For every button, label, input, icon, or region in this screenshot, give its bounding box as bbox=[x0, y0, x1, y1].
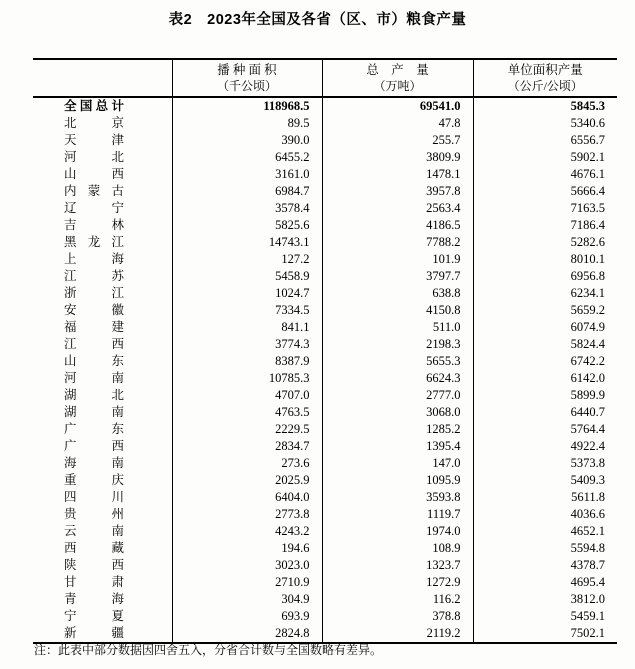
value-cell: 10785.3 bbox=[172, 370, 322, 387]
header-row bbox=[33, 59, 617, 97]
table-row bbox=[33, 506, 617, 523]
region-name: 新疆 bbox=[64, 626, 124, 640]
value-cell: 3578.4 bbox=[172, 200, 322, 217]
value-cell: 4150.8 bbox=[322, 302, 473, 319]
region-name: 内蒙古 bbox=[64, 184, 124, 198]
value-cell: 3161.0 bbox=[172, 166, 322, 183]
table-body bbox=[33, 97, 617, 643]
region-name-cell bbox=[33, 149, 172, 166]
value-cell: 6440.7 bbox=[473, 404, 617, 421]
value-cell: 2773.8 bbox=[172, 506, 322, 523]
value-cell: 2119.2 bbox=[322, 625, 473, 643]
value-cell: 6556.7 bbox=[473, 132, 617, 149]
value-cell: 14743.1 bbox=[172, 234, 322, 251]
table-row bbox=[33, 387, 617, 404]
value-cell: 5824.4 bbox=[473, 336, 617, 353]
value-cell: 3068.0 bbox=[322, 404, 473, 421]
value-cell: 1478.1 bbox=[322, 166, 473, 183]
value-cell: 116.2 bbox=[322, 591, 473, 608]
table-row bbox=[33, 557, 617, 574]
value-cell: 101.9 bbox=[322, 251, 473, 268]
table-row bbox=[33, 625, 617, 643]
value-cell: 6984.7 bbox=[172, 183, 322, 200]
region-name-cell bbox=[33, 115, 172, 132]
grain-production-table bbox=[33, 58, 617, 644]
value-cell: 511.0 bbox=[322, 319, 473, 336]
value-cell: 6234.1 bbox=[473, 285, 617, 302]
value-cell: 5825.6 bbox=[172, 217, 322, 234]
table-row bbox=[33, 234, 617, 251]
header-sown-area bbox=[172, 59, 322, 97]
region-name: 重庆 bbox=[64, 473, 124, 487]
region-name-cell bbox=[33, 438, 172, 455]
region-name: 青海 bbox=[64, 592, 124, 606]
region-name: 广东 bbox=[64, 422, 124, 436]
region-name: 宁夏 bbox=[64, 609, 124, 623]
region-name: 贵州 bbox=[64, 507, 124, 521]
value-cell: 841.1 bbox=[172, 319, 322, 336]
value-cell: 5659.2 bbox=[473, 302, 617, 319]
region-name: 陕西 bbox=[64, 558, 124, 572]
value-cell: 194.6 bbox=[172, 540, 322, 557]
table-row bbox=[33, 302, 617, 319]
table-row bbox=[33, 132, 617, 149]
region-name: 福建 bbox=[64, 320, 124, 334]
value-cell: 1323.7 bbox=[322, 557, 473, 574]
table-title: 表2 2023年全国及各省（区、市）粮食产量 bbox=[168, 12, 467, 28]
value-cell: 7788.2 bbox=[322, 234, 473, 251]
value-cell: 255.7 bbox=[322, 132, 473, 149]
region-name: 山西 bbox=[64, 167, 124, 181]
region-name: 上海 bbox=[64, 252, 124, 266]
value-cell: 3593.8 bbox=[322, 489, 473, 506]
table-row bbox=[33, 183, 617, 200]
region-name: 湖北 bbox=[64, 388, 124, 402]
value-cell: 2824.8 bbox=[172, 625, 322, 643]
value-cell: 6074.9 bbox=[473, 319, 617, 336]
value-cell: 4707.0 bbox=[172, 387, 322, 404]
header-total-output-label: 总 产 量 bbox=[366, 63, 429, 77]
region-name-cell bbox=[33, 302, 172, 319]
value-cell: 5594.8 bbox=[473, 540, 617, 557]
value-cell: 7334.5 bbox=[172, 302, 322, 319]
region-name: 安徽 bbox=[64, 303, 124, 317]
region-name: 全国总计 bbox=[64, 99, 124, 113]
table-row bbox=[33, 336, 617, 353]
value-cell: 2025.9 bbox=[172, 472, 322, 489]
region-name-cell bbox=[33, 591, 172, 608]
value-cell: 7186.4 bbox=[473, 217, 617, 234]
region-name-cell bbox=[33, 523, 172, 540]
value-cell: 8387.9 bbox=[172, 353, 322, 370]
region-name-cell bbox=[33, 506, 172, 523]
value-cell: 7163.5 bbox=[473, 200, 617, 217]
value-cell: 390.0 bbox=[172, 132, 322, 149]
region-name: 河南 bbox=[64, 371, 124, 385]
region-name-cell bbox=[33, 370, 172, 387]
table-row bbox=[33, 115, 617, 132]
table-row bbox=[33, 421, 617, 438]
region-name-cell bbox=[33, 166, 172, 183]
region-name: 黑龙江 bbox=[64, 235, 124, 249]
table-row bbox=[33, 251, 617, 268]
value-cell: 3957.8 bbox=[322, 183, 473, 200]
value-cell: 4036.6 bbox=[473, 506, 617, 523]
value-cell: 2563.4 bbox=[322, 200, 473, 217]
value-cell: 5902.1 bbox=[473, 149, 617, 166]
value-cell: 3809.9 bbox=[322, 149, 473, 166]
region-name: 山东 bbox=[64, 354, 124, 368]
table-row bbox=[33, 268, 617, 285]
table-row bbox=[33, 455, 617, 472]
value-cell: 4922.4 bbox=[473, 438, 617, 455]
region-name-cell bbox=[33, 489, 172, 506]
region-name: 湖南 bbox=[64, 405, 124, 419]
value-cell: 5845.3 bbox=[473, 97, 617, 115]
value-cell: 638.8 bbox=[322, 285, 473, 302]
region-name-cell bbox=[33, 234, 172, 251]
value-cell: 5666.4 bbox=[473, 183, 617, 200]
region-name-cell bbox=[33, 268, 172, 285]
value-cell: 4763.5 bbox=[172, 404, 322, 421]
region-name-cell bbox=[33, 183, 172, 200]
table-row bbox=[33, 404, 617, 421]
region-name: 江西 bbox=[64, 337, 124, 351]
region-name-cell bbox=[33, 336, 172, 353]
value-cell: 1974.0 bbox=[322, 523, 473, 540]
value-cell: 6404.0 bbox=[172, 489, 322, 506]
table-row bbox=[33, 200, 617, 217]
region-name-cell bbox=[33, 132, 172, 149]
region-name-cell bbox=[33, 421, 172, 438]
table-row bbox=[33, 489, 617, 506]
header-total-output bbox=[322, 59, 473, 97]
value-cell: 108.9 bbox=[322, 540, 473, 557]
header-region-blank bbox=[33, 59, 172, 97]
value-cell: 1285.2 bbox=[322, 421, 473, 438]
value-cell: 5899.9 bbox=[473, 387, 617, 404]
value-cell: 118968.5 bbox=[172, 97, 322, 115]
value-cell: 6624.3 bbox=[322, 370, 473, 387]
region-name-cell bbox=[33, 574, 172, 591]
value-cell: 8010.1 bbox=[473, 251, 617, 268]
region-name-cell bbox=[33, 557, 172, 574]
table-row bbox=[33, 353, 617, 370]
value-cell: 6956.8 bbox=[473, 268, 617, 285]
value-cell: 3774.3 bbox=[172, 336, 322, 353]
value-cell: 2710.9 bbox=[172, 574, 322, 591]
table-row bbox=[33, 574, 617, 591]
table-row bbox=[33, 472, 617, 489]
region-name-cell bbox=[33, 217, 172, 234]
value-cell: 2777.0 bbox=[322, 387, 473, 404]
region-name-cell bbox=[33, 608, 172, 625]
value-cell: 47.8 bbox=[322, 115, 473, 132]
table-row bbox=[33, 591, 617, 608]
value-cell: 5655.3 bbox=[322, 353, 473, 370]
value-cell: 4378.7 bbox=[473, 557, 617, 574]
region-name: 江苏 bbox=[64, 269, 124, 283]
region-name-cell bbox=[33, 97, 172, 115]
region-name: 海南 bbox=[64, 456, 124, 470]
value-cell: 304.9 bbox=[172, 591, 322, 608]
region-name-cell bbox=[33, 353, 172, 370]
table-row bbox=[33, 166, 617, 183]
value-cell: 1095.9 bbox=[322, 472, 473, 489]
region-name: 河北 bbox=[64, 150, 124, 164]
value-cell: 1024.7 bbox=[172, 285, 322, 302]
region-name: 四川 bbox=[64, 490, 124, 504]
header-total-output-unit: （万吨） bbox=[373, 79, 422, 93]
value-cell: 5764.4 bbox=[473, 421, 617, 438]
region-name: 浙江 bbox=[64, 286, 124, 300]
region-name-cell bbox=[33, 285, 172, 302]
value-cell: 1395.4 bbox=[322, 438, 473, 455]
header-sown-area-label: 播 种 面 积 bbox=[217, 63, 277, 77]
region-name-cell bbox=[33, 540, 172, 557]
region-name: 甘肃 bbox=[64, 575, 124, 589]
region-name-cell bbox=[33, 404, 172, 421]
table-row bbox=[33, 370, 617, 387]
value-cell: 5373.8 bbox=[473, 455, 617, 472]
value-cell: 693.9 bbox=[172, 608, 322, 625]
region-name: 北京 bbox=[64, 116, 124, 130]
region-name: 云南 bbox=[64, 524, 124, 538]
header-unit-yield bbox=[473, 59, 617, 97]
table-row bbox=[33, 608, 617, 625]
value-cell: 5458.9 bbox=[172, 268, 322, 285]
value-cell: 4652.1 bbox=[473, 523, 617, 540]
value-cell: 273.6 bbox=[172, 455, 322, 472]
table-row bbox=[33, 438, 617, 455]
value-cell: 147.0 bbox=[322, 455, 473, 472]
value-cell: 6455.2 bbox=[172, 149, 322, 166]
region-name: 广西 bbox=[64, 439, 124, 453]
value-cell: 2834.7 bbox=[172, 438, 322, 455]
region-name-cell bbox=[33, 472, 172, 489]
value-cell: 5282.6 bbox=[473, 234, 617, 251]
region-name: 辽宁 bbox=[64, 201, 124, 215]
region-name-cell bbox=[33, 319, 172, 336]
table-row bbox=[33, 149, 617, 166]
value-cell: 3797.7 bbox=[322, 268, 473, 285]
value-cell: 1272.9 bbox=[322, 574, 473, 591]
table-row bbox=[33, 540, 617, 557]
value-cell: 5459.1 bbox=[473, 608, 617, 625]
value-cell: 5409.3 bbox=[473, 472, 617, 489]
region-name: 西藏 bbox=[64, 541, 124, 555]
value-cell: 5340.6 bbox=[473, 115, 617, 132]
value-cell: 4186.5 bbox=[322, 217, 473, 234]
footnote: 注：此表中部分数据因四舍五入，分省合计数与全国数略有差异。 bbox=[34, 643, 383, 657]
region-name-cell bbox=[33, 200, 172, 217]
value-cell: 7502.1 bbox=[473, 625, 617, 643]
header-sown-area-unit: （千公顷） bbox=[216, 79, 277, 93]
value-cell: 89.5 bbox=[172, 115, 322, 132]
header-unit-yield-label: 单位面积产量 bbox=[507, 63, 583, 77]
value-cell: 69541.0 bbox=[322, 97, 473, 115]
value-cell: 2198.3 bbox=[322, 336, 473, 353]
value-cell: 4676.1 bbox=[473, 166, 617, 183]
value-cell: 378.8 bbox=[322, 608, 473, 625]
header-unit-yield-unit: （公斤/公顷） bbox=[507, 79, 583, 93]
value-cell: 6142.0 bbox=[473, 370, 617, 387]
value-cell: 6742.2 bbox=[473, 353, 617, 370]
table-row bbox=[33, 319, 617, 336]
value-cell: 3023.0 bbox=[172, 557, 322, 574]
table-row bbox=[33, 285, 617, 302]
region-name-cell bbox=[33, 455, 172, 472]
table-row bbox=[33, 217, 617, 234]
value-cell: 4243.2 bbox=[172, 523, 322, 540]
value-cell: 5611.8 bbox=[473, 489, 617, 506]
value-cell: 3812.0 bbox=[473, 591, 617, 608]
table-row bbox=[33, 97, 617, 115]
value-cell: 127.2 bbox=[172, 251, 322, 268]
region-name: 天津 bbox=[64, 133, 124, 147]
value-cell: 4695.4 bbox=[473, 574, 617, 591]
table-row bbox=[33, 523, 617, 540]
region-name-cell bbox=[33, 625, 172, 643]
region-name-cell bbox=[33, 251, 172, 268]
region-name-cell bbox=[33, 387, 172, 404]
value-cell: 1119.7 bbox=[322, 506, 473, 523]
region-name: 吉林 bbox=[64, 218, 124, 232]
value-cell: 2229.5 bbox=[172, 421, 322, 438]
